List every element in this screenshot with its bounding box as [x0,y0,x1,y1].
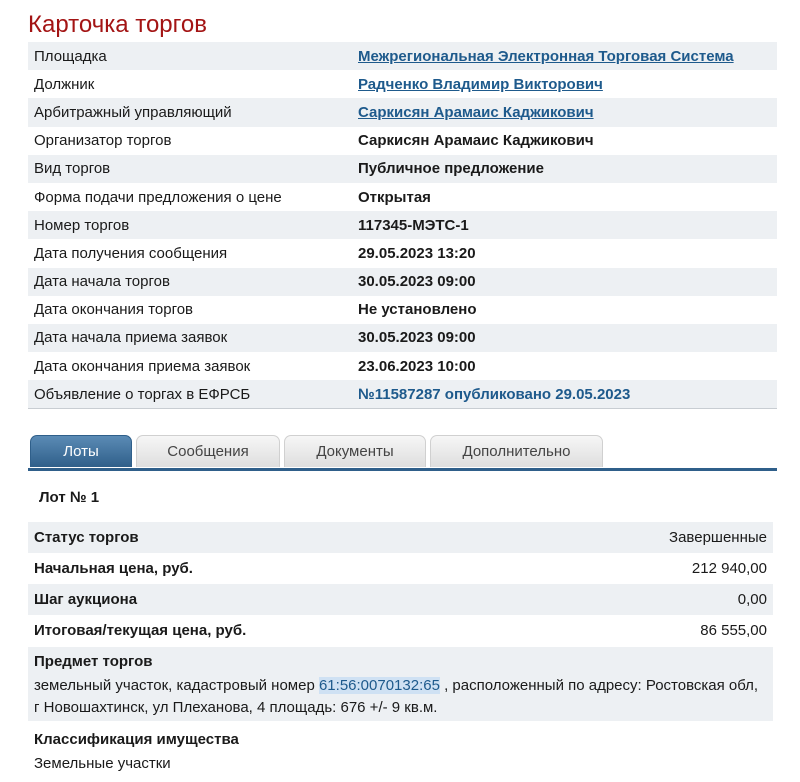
info-row-message-date [28,239,777,267]
info-label: Вид торгов [28,155,352,183]
subject-text-before: земельный участок, кадастровый номер [34,677,319,694]
info-row-debtor [28,70,777,98]
auction-number-value: 117345-МЭТС-1 [352,211,777,239]
info-label: Площадка [28,42,352,70]
info-label: Дата получения сообщения [28,239,352,267]
message-date-value: 29.05.2023 13:20 [352,239,777,267]
info-row-auction-number [28,211,777,239]
info-row-platform [28,42,777,70]
tab-messages[interactable]: Сообщения [136,435,280,467]
lot-key: Начальная цена, руб. [28,553,528,584]
info-row-organizer [28,127,777,155]
info-label: Объявление о торгах в ЕФРСБ [28,380,352,409]
lot-row-final-price [28,615,773,646]
auction-type-value: Публичное предложение [352,155,777,183]
info-label: Номер торгов [28,211,352,239]
info-label: Дата окончания торгов [28,296,352,324]
tab-documents[interactable]: Документы [284,435,426,467]
organizer-value: Саркисян Арамаис Каджикович [352,127,777,155]
debtor-link[interactable]: Радченко Владимир Викторович [358,75,603,93]
tab-lots[interactable]: Лоты [30,435,132,467]
info-row-efrsb [28,380,777,409]
page-title: Карточка торгов [28,11,207,38]
info-label: Арбитражный управляющий [28,98,352,126]
lot-subject [28,647,773,721]
info-row-applications-end [28,352,777,380]
lot-key: Статус торгов [28,522,528,553]
auction-info-table [28,42,777,409]
subject-heading: Предмет торгов [34,653,153,670]
info-row-end-date [28,296,777,324]
manager-link[interactable]: Саркисян Арамаис Каджикович [358,103,594,121]
info-label: Форма подачи предложения о цене [28,183,352,211]
info-row-manager [28,98,777,126]
applications-start-value: 30.05.2023 09:00 [352,324,777,352]
lot-details-table [28,522,773,646]
lot-key: Шаг аукциона [28,584,528,615]
info-label: Дата начала приема заявок [28,324,352,352]
end-date-value: Не установлено [352,296,777,324]
classification-value: Земельные участки [34,755,171,772]
info-row-start-date [28,268,777,296]
info-label: Дата окончания приема заявок [28,352,352,380]
lot-classification [28,725,773,779]
subject-text [34,675,767,719]
info-label: Должник [28,70,352,98]
tab-additional[interactable]: Дополнительно [430,435,603,467]
tab-bar [28,433,777,471]
classification-heading: Классификация имущества [34,731,239,748]
info-row-auction-type [28,155,777,183]
info-label: Дата начала торгов [28,268,352,296]
lot-start-price-value: 212 940,00 [528,553,773,584]
info-row-bid-form [28,183,777,211]
lot-title: Лот № 1 [39,489,100,506]
efrsb-announcement-link[interactable]: №11587287 опубликовано 29.05.2023 [358,385,631,403]
info-row-applications-start [28,324,777,352]
lot-status-value: Завершенные [528,522,773,553]
lot-row-start-price [28,553,773,584]
lot-row-status [28,522,773,553]
lot-step-value: 0,00 [528,584,773,615]
lot-row-step [28,584,773,615]
lot-final-price-value: 86 555,00 [528,615,773,646]
bid-form-value: Открытая [352,183,777,211]
subject-text-after: , расположенный по адресу: Ростовская обл, г Новошахтинск, ул Плеханова, 4 площадь: 676 +/- 9 кв.м. [34,677,759,716]
platform-link[interactable]: Межрегиональная Электронная Торговая Система [358,47,734,65]
info-label: Организатор торгов [28,127,352,155]
cadastral-number[interactable]: 61:56:0070132:65 [318,677,440,694]
applications-end-value: 23.06.2023 10:00 [352,352,777,380]
lot-key: Итоговая/текущая цена, руб. [28,615,528,646]
start-date-value: 30.05.2023 09:00 [352,268,777,296]
